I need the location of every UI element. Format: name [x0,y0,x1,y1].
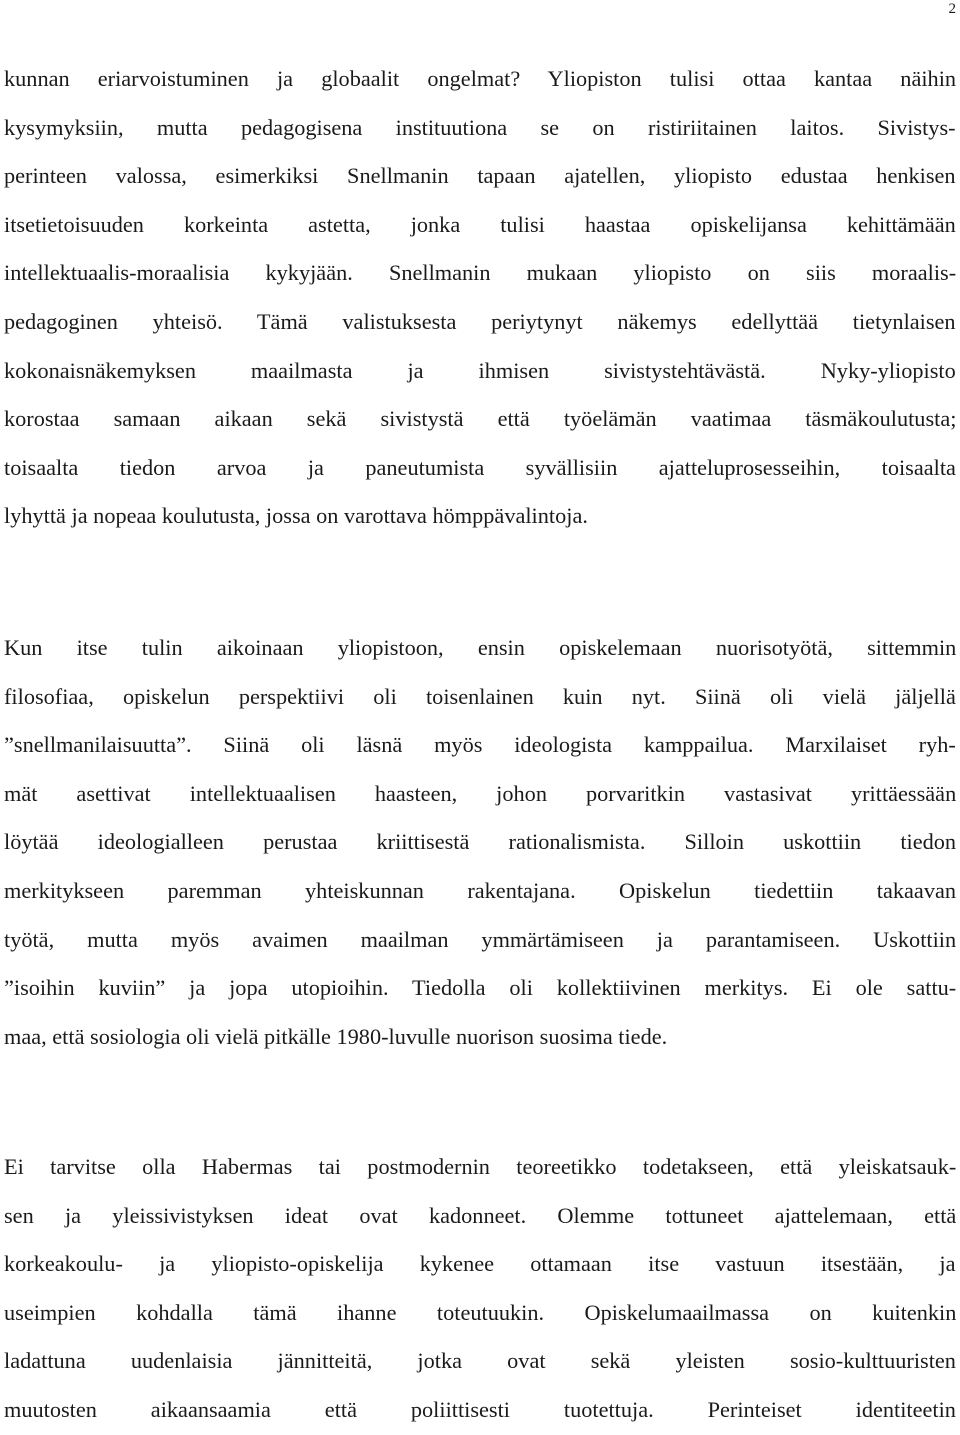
text-line: Ei tarvitse olla Habermas tai postmodernin teoreetikko todetakseen, että yleiskatsauk- [4,1154,957,1179]
text-line: mät asettivat intellektuaalisen haasteen, johon porvaritkin vastasivat yrittäessään [4,780,957,806]
text-line: ”snellmanilaisuutta”. Siinä oli läsnä myös ideologista kamppailua. Marxilaiset ryh- [4,732,956,758]
text-line: lyhyttä ja nopeaa koulutusta, jossa on varottava hömppävalintoja. [4,503,588,529]
text-line: useimpien kohdalla tämä ihanne toteutuukin. Opiskelumaailmassa on kuitenkin [4,1299,957,1325]
text-line: kokonaisnäkemyksen maailmasta ja ihmisen sivistystehtävästä. Nyky-yliopisto [4,357,956,383]
text-line: toisaalta tiedon arvoa ja paneutumista syvällisiin ajatteluprosesseihin, toisaalta [4,454,956,480]
text-line: filosofiaa, opiskelun perspektiivi oli toisenlainen kuin nyt. Siinä oli vielä jäljellä [4,683,956,709]
paragraph-3 [4,1143,956,1435]
text-line: itsetietoisuuden korkeinta astetta, jonka tulisi haastaa opiskelijansa kehittämään [4,211,956,237]
text-line: löytää ideologialleen perustaa kriittisestä rationalismista. Silloin uskottiin tiedon [4,829,957,855]
text-line: ladattuna uudenlaisia jännitteitä, jotka ovat sekä yleisten sosio-kulttuuristen [4,1348,956,1374]
text-line: kysymyksiin, mutta pedagogisena instituutiona se on ristiriitainen laitos. Sivistys- [4,114,956,140]
text-line: kunnan eriarvoistuminen ja globaalit ongelmat? Yliopiston tulisi ottaa kantaa näihin [4,66,957,91]
text-line: muutosten aikaansaamia että poliittisesti tuotettuja. Perinteiset identiteetin [4,1396,956,1422]
text-line: merkitykseen paremman yhteiskunnan rakentajana. Opiskelun tiedettiin takaavan [4,877,957,903]
text-line: ”isoihin kuviin” ja jopa utopioihin. Tiedolla oli kollektiivinen merkitys. Ei ole sattu- [4,975,957,1001]
text-line: intellektuaalis-moraalisia kykyjään. Snellmanin mukaan yliopisto on siis moraalis- [4,260,957,286]
text-line: Kun itse tulin aikoinaan yliopistoon, ensin opiskelemaan nuorisotyötä, sittemmin [4,635,957,660]
paragraph-1 [4,55,956,541]
text-line: pedagoginen yhteisö. Tämä valistuksesta periytynyt näkemys edellyttää tietynlaisen [4,308,956,334]
text-line: korostaa samaan aikaan sekä sivistystä että työelämän vaatimaa täsmäkoulutusta; [4,406,957,432]
text-line: perinteen valossa, esimerkiksi Snellmanin tapaan ajatellen, yliopisto edustaa henkisen [4,163,956,189]
text-line: työtä, mutta myös avaimen maailman ymmärtämiseen ja parantamiseen. Uskottiin [4,926,957,952]
text-line: maa, että sosiologia oli vielä pitkälle 1980-luvulle nuorison suosima tiede. [4,1023,668,1049]
text-line: sen ja yleissivistyksen ideat ovat kadonneet. Olemme tottuneet ajattelemaan, että [4,1202,957,1228]
paragraph-2 [4,624,956,1061]
text-line: korkeakoulu- ja yliopisto-opiskelija kykenee ottamaan itse vastuun itsestään, ja [4,1251,956,1277]
page-number: 2 [948,1,956,17]
